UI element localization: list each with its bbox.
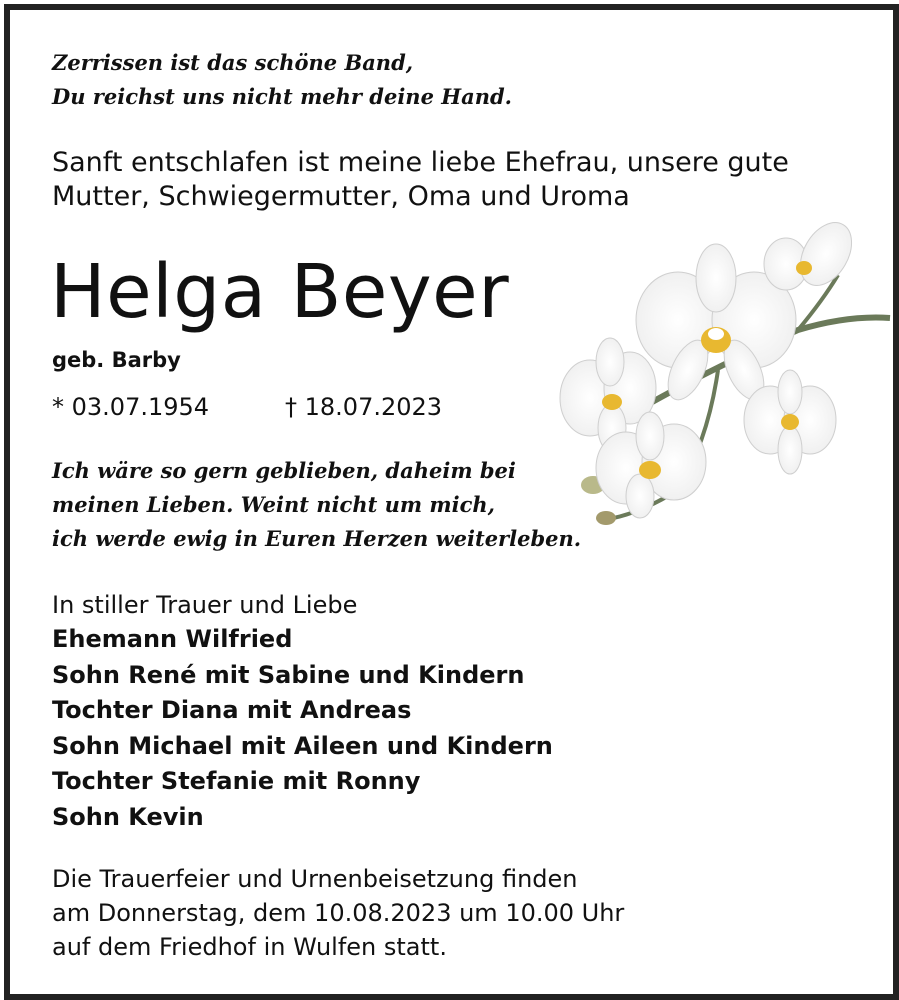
mourner: Ehemann Wilfried — [52, 625, 293, 653]
intro-line: Mutter, Schwiegermutter, Oma und Uroma — [52, 181, 630, 212]
poem-middle — [52, 454, 581, 556]
orchid-icon — [558, 220, 892, 530]
poem-top-line: Zerrissen ist das schöne Band, — [52, 50, 414, 75]
mourner: Tochter Diana mit Andreas — [52, 696, 412, 724]
mourning-intro: In stiller Trauer und Liebe — [52, 591, 358, 619]
mourner: Sohn René mit Sabine und Kindern — [52, 660, 525, 689]
intro-line: Sanft entschlafen ist meine liebe Ehefrau, unsere gute — [52, 147, 789, 178]
funeral-line: auf dem Friedhof in Wulfen statt. — [52, 933, 447, 961]
mourner: Sohn Michael mit Aileen und Kindern — [52, 731, 553, 760]
deceased-name: Helga Beyer — [50, 249, 510, 335]
intro-text — [52, 146, 789, 214]
mourner: Tochter Stefanie mit Ronny — [52, 767, 421, 795]
birth-name: geb. Barby — [52, 348, 181, 372]
funeral-line: Die Trauerfeier und Urnenbeisetzung finden — [52, 865, 578, 893]
poem-middle-line: Ich wäre so gern geblieben, daheim bei — [52, 458, 516, 483]
funeral-line: am Donnerstag, dem 10.08.2023 um 10.00 Uhr — [52, 899, 625, 927]
poem-middle-line: ich werde ewig in Euren Herzen weiterleben. — [52, 526, 582, 551]
poem-middle-line: meinen Lieben. Weint nicht um mich, — [52, 492, 495, 517]
poem-top — [52, 46, 512, 114]
death-date: † 18.07.2023 — [285, 393, 443, 421]
poem-top-line: Du reichst uns nicht mehr deine Hand. — [52, 84, 512, 109]
mourners-list — [52, 622, 553, 835]
funeral-info — [52, 862, 624, 964]
mourner: Sohn Kevin — [52, 802, 204, 831]
birth-date: * 03.07.1954 — [52, 393, 210, 421]
